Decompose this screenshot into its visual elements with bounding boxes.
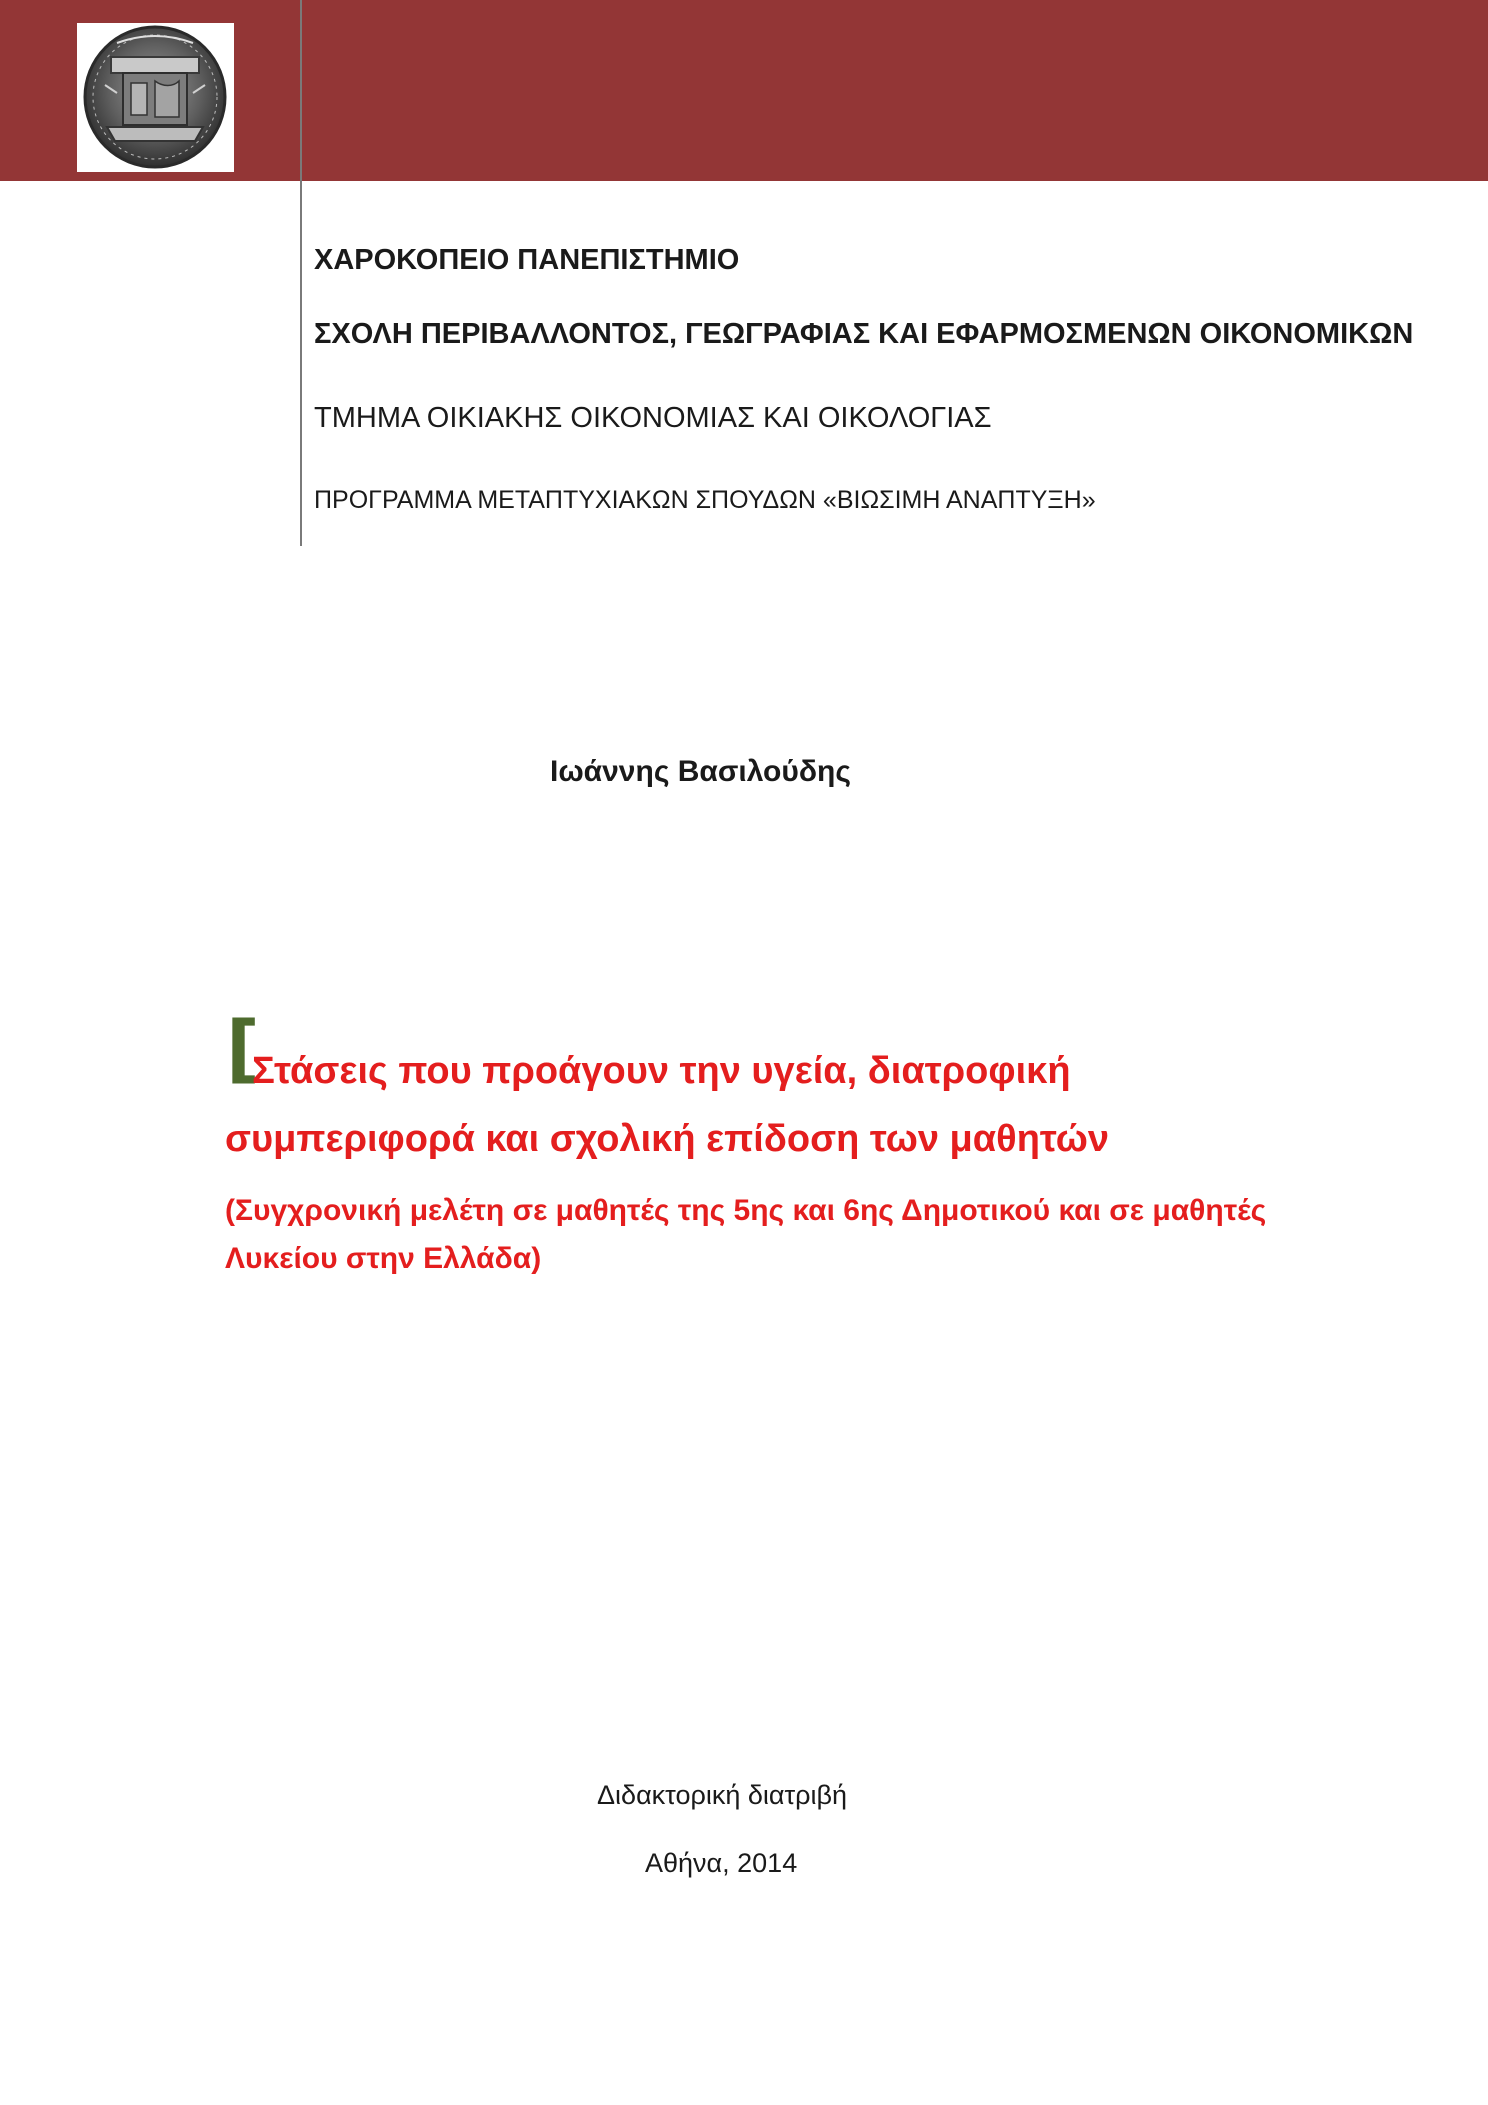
document-type: Διδακτορική διατριβή <box>597 1780 848 1810</box>
thesis-subtitle-line-2: Λυκείου στην Ελλάδα) <box>225 1242 542 1275</box>
author-name: Ιωάννης Βασιλούδης <box>550 755 851 788</box>
department-name: ΤΜΗΜΑ ΟΙΚΙΑΚΗΣ ΟΙΚΟΝΟΜΙΑΣ ΚΑΙ ΟΙΚΟΛΟΓΙΑΣ <box>314 402 992 434</box>
program-name: ΠΡΟΓΡΑΜΜΑ ΜΕΤΑΠΤΥΧΙΑΚΩΝ ΣΠΟΥΔΩΝ «ΒΙΩΣΙΜΗ ΑΝΑΠΤΥΞΗ» <box>314 486 1096 514</box>
title-bracket-mark: [ <box>226 1006 260 1092</box>
thesis-title-line-2: συμπεριφορά και σχολική επίδοση των μαθητών <box>225 1118 1110 1160</box>
place-and-date: Αθήνα, 2014 <box>645 1848 798 1878</box>
university-name: ΧΑΡΟΚΟΠΕΙΟ ΠΑΝΕΠΙΣΤΗΜΙΟ <box>314 244 740 276</box>
thesis-title-line-1: Στάσεις που προάγουν την υγεία, διατροφική <box>252 1050 1071 1092</box>
vertical-divider <box>300 0 302 546</box>
university-seal-icon <box>77 23 234 172</box>
thesis-subtitle-line-1: (Συγχρονική μελέτη σε μαθητές της 5ης και 6ης Δημοτικού και σε μαθητές <box>225 1194 1267 1227</box>
school-name: ΣΧΟΛΗ ΠΕΡΙΒΑΛΛΟΝΤΟΣ, ΓΕΩΓΡΑΦΙΑΣ ΚΑΙ ΕΦΑΡΜΟΣΜΕΝΩΝ ΟΙΚΟΝΟΜΙΚΩΝ <box>314 318 1414 350</box>
